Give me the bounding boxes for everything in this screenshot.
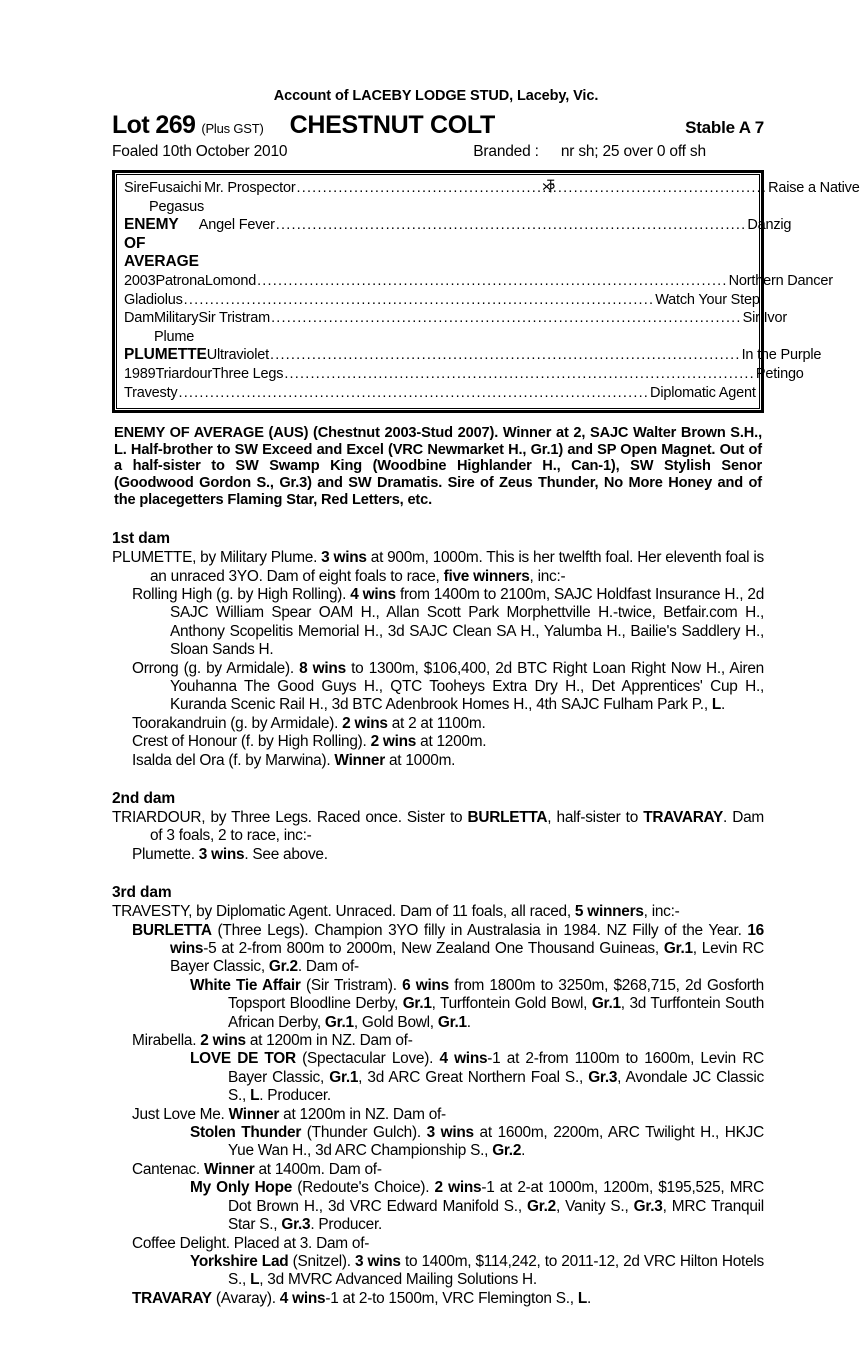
pedigree-progeny-line — [132, 715, 764, 733]
leader-dots: .......................................................................................... — [183, 291, 655, 308]
emphasis-text: TRAVARAY — [132, 1289, 212, 1307]
pedigree-label — [115, 291, 124, 310]
body-text: to 1400m, $114,242, to 2011-12, 2d VRC Hilton Hotels S., — [228, 1252, 764, 1289]
dam-section-heading: 1st dam — [112, 530, 170, 548]
body-text: (Redoute's Choice). — [292, 1179, 435, 1197]
pedigree-second-gen-name: Triardour — [155, 365, 212, 382]
emphasis-text: Gr.3 — [281, 1216, 311, 1234]
emphasis-text: 4 wins — [279, 1289, 326, 1307]
emphasis-text: 3 wins — [198, 845, 245, 863]
emphasis-text: Stolen Thunder — [190, 1124, 302, 1142]
body-text: , 3d MVRC Advanced Mailing Solutions H. — [259, 1271, 537, 1289]
body-text: at 1400m. Dam of- — [254, 1160, 382, 1178]
emphasis-text: Winner — [334, 751, 385, 769]
foaled-branded-row — [112, 143, 764, 161]
body-text: Cantenac. — [132, 1160, 204, 1178]
emphasis-text: Gr.1 — [324, 1013, 354, 1031]
emphasis-text: 6 wins — [402, 976, 449, 994]
pedigree-progeny-line — [112, 903, 764, 921]
pedigree-third-gen-pair — [204, 179, 860, 216]
body-text: . See above. — [244, 845, 328, 863]
emphasis-text: BURLETTA — [467, 808, 548, 826]
emphasis-text: Winner — [203, 1160, 255, 1178]
body-text: at 900m, 1000m. This is her twelfth foal. Her eleventh foal is an unraced 3YO. Dam of eight foals to race, — [150, 549, 764, 585]
pedigree-row — [115, 346, 822, 365]
pedigree-label: 2003 — [124, 272, 156, 289]
body-text: Crest of Honour (f. by High Rolling). — [132, 733, 371, 751]
emphasis-text: 3 wins — [426, 1124, 474, 1142]
pedigree-progeny-line — [132, 1032, 764, 1050]
emphasis-text: Gr.1 — [663, 940, 693, 957]
body-text: , inc:- — [529, 567, 566, 585]
body-text: from 1400m to 2100m, SAJC Holdfast Insurance H., 2d SAJC William Spear OAM H., Allan Scott Park Morphettville H.-twice, Betfair.com H., Anthony Scopelitis Memorial H., 3d SAJC Clean SA H., Yalumba H., Bailie's Saddlery H., Sloan Sands H. — [170, 585, 765, 659]
body-text: at 1600m, 2200m, ARC Twilight H., HKJC Yue Wan H., 3d ARC Championship S., — [228, 1124, 764, 1160]
body-text: . Dam of- — [297, 958, 359, 976]
horse-brand-symbol-icon — [541, 143, 556, 158]
body-text: TRAVESTY, by Diplomatic Agent. Unraced. Dam of 11 foals, all raced, — [112, 903, 575, 921]
body-text: at 2 at 1100m. — [387, 714, 486, 732]
branded-block — [473, 143, 706, 161]
pedigree-row — [115, 291, 761, 310]
emphasis-text: 2 wins — [342, 714, 388, 732]
colour-sex-description: CHESTNUT COLT — [289, 111, 495, 139]
body-text: , Levin RC Bayer Classic, — [170, 940, 764, 976]
body-text: Orrong (g. by Armidale). — [132, 659, 300, 677]
body-text: , Avondale JC Classic S., — [228, 1068, 764, 1105]
pedigree-third-gen-dam: In the Purple — [741, 347, 822, 364]
pedigree-row — [115, 216, 792, 272]
body-text: Toorakandruin (g. by Armidale). — [132, 714, 343, 732]
body-text: from 1800m to 3250m, $268,715, 2d Gosforth Topsport Bloodline Derby, — [228, 976, 764, 1013]
dam-section-heading: 3rd dam — [112, 884, 172, 902]
pedigree-third-gen-pair — [198, 309, 796, 346]
pedigree-progeny-line — [112, 549, 764, 586]
emphasis-text: Gr.1 — [402, 995, 432, 1013]
pedigree-second-gen-name: Military Plume — [154, 310, 199, 345]
body-text: Plumette. — [132, 845, 199, 863]
emphasis-text: 4 wins — [350, 585, 396, 603]
pedigree-progeny-line — [132, 660, 764, 715]
body-text: , 3d ARC Great Northern Foal S., — [358, 1068, 589, 1086]
pedigree-second-gen-name: Fusaichi Pegasus — [149, 180, 205, 215]
pedigree-row — [115, 272, 833, 291]
pedigree-third-gen-pair — [124, 291, 769, 310]
emphasis-text: Gr.1 — [591, 995, 621, 1013]
pedigree-third-gen-pair — [212, 365, 813, 384]
pedigree-progeny-line — [152, 1124, 764, 1161]
body-text: Just Love Me. — [132, 1105, 229, 1123]
leader-dots: .......................................................................................... — [270, 347, 741, 364]
pedigree-third-gen-sire: Mr. Prospector — [204, 180, 296, 196]
body-text: , MRC Tranquil Star S., — [228, 1197, 764, 1234]
branded-text: nr sh; 25 over 0 off sh — [556, 143, 706, 160]
pedigree-third-gen-sire: Gladiolus — [124, 291, 183, 308]
dam-section — [112, 884, 764, 1308]
pedigree-third-gen-pair — [207, 346, 830, 365]
stable-label: Stable A 7 — [685, 118, 764, 137]
emphasis-text: 2 wins — [434, 1179, 482, 1197]
emphasis-text: My Only Hope — [190, 1179, 293, 1197]
emphasis-text: L — [250, 1087, 260, 1105]
pedigree-progeny-line — [132, 1235, 764, 1253]
emphasis-text: Gr.2 — [527, 1197, 556, 1215]
pedigree-progeny-line — [132, 1290, 764, 1308]
emphasis-text: Gr.3 — [588, 1068, 618, 1086]
pedigree-third-gen-dam: Petingo — [755, 365, 804, 382]
pedigree-progeny-line — [152, 1179, 764, 1234]
emphasis-text: L — [711, 696, 722, 714]
pedigree-third-gen-sire: Angel Fever — [198, 217, 275, 234]
emphasis-text: TRAVARAY — [643, 808, 724, 826]
body-text: , Vanity S., — [555, 1197, 634, 1215]
body-text: PLUMETTE, by Military Plume. — [112, 549, 322, 567]
leader-dots: .......................................................................................... — [296, 180, 768, 196]
body-text: (Three Legs). Champion 3YO filly in Australasia in 1984. NZ Filly of the Year. — [211, 921, 748, 939]
pedigree-table — [112, 170, 860, 413]
body-text: (Snitzel). — [288, 1252, 356, 1270]
pedigree-progeny-line — [132, 586, 764, 660]
emphasis-text: LOVE DE TOR — [190, 1050, 296, 1068]
pedigree-progeny-line — [152, 1050, 764, 1105]
pedigree-progeny-line — [112, 809, 764, 846]
body-text: . Producer. — [310, 1216, 382, 1234]
emphasis-text: 3 wins — [355, 1252, 401, 1270]
emphasis-text: 16 wins — [170, 921, 764, 957]
body-text: . — [721, 696, 726, 714]
pedigree-second-gen-name: Patrona — [155, 272, 205, 289]
emphasis-text: BURLETTA — [132, 921, 212, 939]
body-text: (Avaray). — [211, 1289, 280, 1307]
body-text: at 1200m in NZ. Dam of- — [279, 1105, 446, 1123]
pedigree-third-gen-dam: Sir Ivor — [742, 310, 787, 327]
body-text: (Thunder Gulch). — [301, 1124, 427, 1142]
dam-section — [112, 790, 764, 864]
pedigree-principal-name: PLUMETTE — [124, 346, 207, 364]
body-text: , Turffontein Gold Bowl, — [431, 995, 592, 1013]
foaled-date: Foaled 10th October 2010 — [112, 143, 288, 160]
pedigree-third-gen-dam: Danzig — [747, 217, 792, 234]
pedigree-row — [115, 384, 761, 403]
pedigree-rows — [115, 179, 860, 402]
pedigree-third-gen-dam: Raise a Native — [768, 180, 860, 196]
lot-number: Lot 269 — [112, 111, 196, 139]
body-text: at 1200m in NZ. Dam of- — [245, 1032, 413, 1050]
pedigree-progeny-line — [132, 1106, 764, 1124]
leader-dots: .......................................................................................... — [275, 217, 747, 234]
body-text: -5 at 2-from 800m to 2000m, New Zealand One Thousand Guineas, — [203, 940, 664, 957]
body-text: . — [521, 1142, 526, 1160]
pedigree-row — [115, 179, 860, 216]
emphasis-text: Gr.1 — [437, 1013, 467, 1031]
body-text: . Producer. — [259, 1087, 331, 1105]
emphasis-text: Gr.2 — [492, 1142, 522, 1160]
body-text: , Gold Bowl, — [353, 1013, 438, 1031]
pedigree-third-gen-dam: Northern Dancer — [728, 272, 833, 289]
dam-section-heading: 2nd dam — [112, 789, 176, 807]
emphasis-text: 2 wins — [370, 733, 417, 751]
body-text: , 3d Turffontein South African Derby, — [228, 995, 765, 1031]
pedigree-progeny-line — [132, 922, 764, 977]
pedigree-progeny-line — [132, 733, 764, 751]
body-text: , inc:- — [643, 903, 680, 921]
dam-sections — [112, 530, 764, 1308]
pedigree-third-gen-sire: Lomond — [204, 272, 257, 289]
pedigree-label — [115, 384, 124, 403]
emphasis-text: 3 wins — [321, 549, 367, 567]
body-text: at 1200m. — [416, 733, 487, 751]
leader-dots: .......................................................................................... — [257, 272, 728, 289]
emphasis-text: Winner — [228, 1105, 280, 1123]
gst-note: (Plus GST) — [201, 121, 264, 136]
emphasis-text: 4 wins — [439, 1050, 488, 1068]
pedigree-label: Sire — [124, 180, 149, 196]
pedigree-label: 1989 — [124, 365, 156, 382]
emphasis-text: L — [250, 1271, 260, 1289]
body-text: at 1000m. — [384, 751, 456, 769]
pedigree-third-gen-pair — [205, 272, 842, 291]
body-text: . Dam of 3 foals, 2 to race, inc:- — [150, 808, 764, 845]
emphasis-text: 5 winners — [574, 903, 644, 921]
pedigree-third-gen-sire: Ultraviolet — [206, 347, 269, 364]
pedigree-progeny-line — [152, 1253, 764, 1290]
emphasis-text: L — [577, 1289, 587, 1307]
lot-header-row — [112, 111, 764, 140]
leader-dots: .......................................................................................... — [178, 384, 650, 401]
branded-label: Branded : — [473, 143, 539, 160]
body-text: , half-sister to — [547, 808, 644, 826]
sire-note-paragraph: ENEMY OF AVERAGE (AUS) (Chestnut 2003-Stud 2007). Winner at 2, SAJC Walter Brown S.H., L. Half-brother to SW Exceed and Excel (VRC Newmarket H., Gr.1) and SP Open Magnet. Out of a half-sister to SW Swamp King (Woodbine Highlander H., Can-1), SW Stylish Senor (Goodwood Gordon S., Gr.3) and SW Dramatis. Sire of Zeus Thunder, No More Honey and of the placegetters Flaming Star, Red Letters, etc. — [114, 425, 762, 508]
pedigree-progeny-line — [132, 1161, 764, 1179]
pedigree-row — [115, 309, 787, 346]
leader-dots: .......................................................................................... — [271, 310, 742, 327]
body-text: Rolling High (g. by High Rolling). — [132, 585, 351, 603]
body-text: . — [586, 1289, 592, 1307]
pedigree-third-gen-dam: Diplomatic Agent — [650, 384, 756, 401]
pedigree-progeny-line — [152, 977, 764, 1032]
body-text: Mirabella. — [132, 1032, 201, 1050]
emphasis-text: Gr.3 — [633, 1197, 663, 1215]
emphasis-text: Gr.1 — [329, 1068, 359, 1086]
body-text: Coffee Delight. Placed at 3. Dam of- — [132, 1234, 370, 1252]
emphasis-text: five winners — [443, 567, 530, 585]
body-text: (Spectacular Love). — [295, 1050, 440, 1068]
pedigree-third-gen-sire: Travesty — [124, 384, 178, 401]
emphasis-text: White Tie Affair — [190, 976, 301, 994]
pedigree-third-gen-pair — [124, 384, 765, 403]
pedigree-label: Dam — [124, 310, 155, 327]
account-line: Account of LACEBY LODGE STUD, Laceby, Vic. — [273, 88, 599, 104]
pedigree-progeny-line — [132, 846, 764, 864]
emphasis-text: Yorkshire Lad — [190, 1252, 289, 1270]
pedigree-third-gen-sire: Three Legs — [211, 365, 284, 382]
pedigree-progeny-line — [132, 752, 764, 770]
emphasis-text: 8 wins — [299, 659, 346, 677]
body-text: -1 at 2-to 1500m, VRC Flemington S., — [325, 1289, 578, 1307]
emphasis-text: Gr.2 — [268, 958, 298, 976]
body-text: (Sir Tristram). — [300, 976, 403, 994]
pedigree-third-gen-dam: Watch Your Step — [655, 291, 760, 308]
body-text: . — [466, 1013, 471, 1031]
body-text: TRIARDOUR, by Three Legs. Raced once. Sister to — [112, 808, 468, 826]
body-text: -1 at 2-from 1100m to 1600m, Levin RC Bayer Classic, — [228, 1050, 765, 1086]
pedigree-third-gen-sire: Sir Tristram — [198, 310, 271, 327]
pedigree-row — [115, 365, 804, 384]
body-text: -1 at 2-at 1000m, 1200m, $195,525, MRC Dot Brown H., 3d VRC Edward Manifold S., — [228, 1179, 764, 1215]
leader-dots: .......................................................................................... — [284, 365, 755, 382]
body-text: to 1300m, $106,400, 2d BTC Right Loan Right Now H., Airen Youhanna The Good Guys H., QTC Tooheys Extra Dry H., Det Apprentices' Cup H., Kuranda Scenic Rail H., 3d BTC Adenbrook Homes H., 4th SAJC Fulham Park P., — [170, 659, 764, 714]
body-text: Isalda del Ora (f. by Marwina). — [132, 751, 335, 769]
pedigree-third-gen-pair — [199, 216, 801, 272]
pedigree-principal-name: ENEMY OF AVERAGE — [124, 216, 199, 271]
dam-section — [112, 530, 764, 770]
emphasis-text: 2 wins — [200, 1032, 246, 1050]
